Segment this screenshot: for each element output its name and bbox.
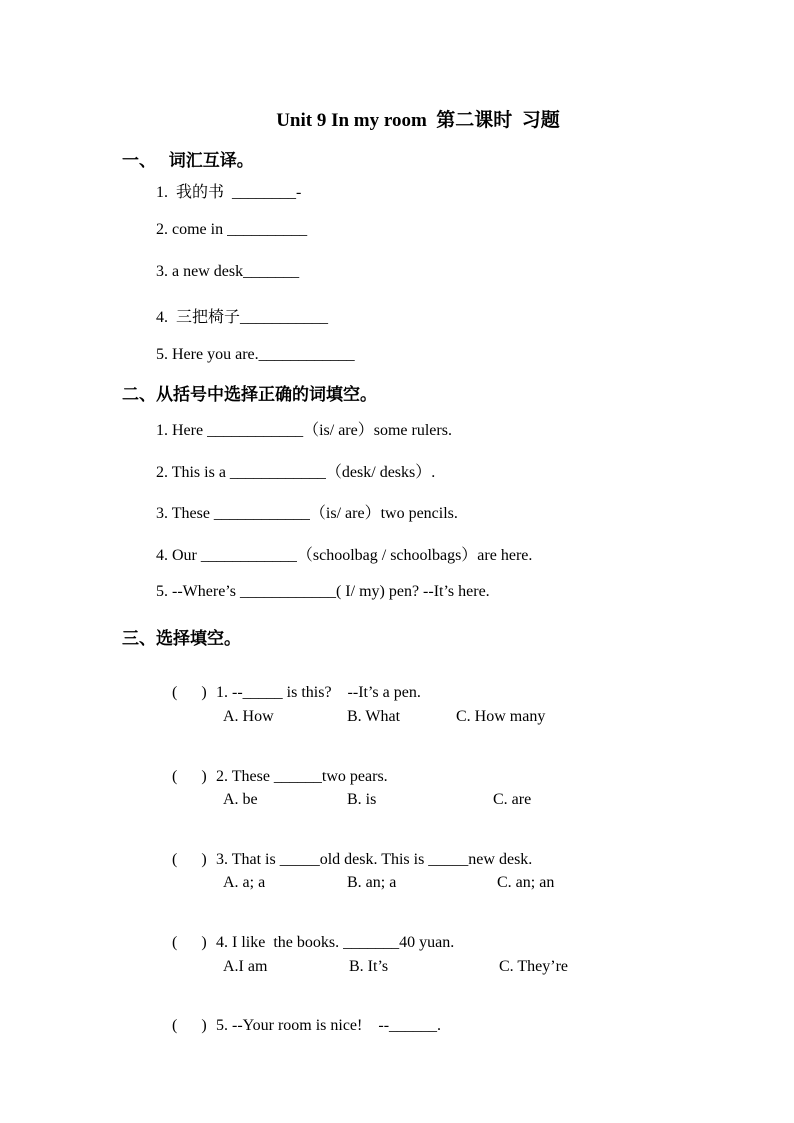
option-b: B. is: [347, 791, 377, 808]
mc-question-5: [156, 999, 441, 1053]
answer-paren: ( ): [172, 1017, 207, 1034]
question-text: 3. That is _____old desk. This is _____new desk.: [216, 851, 533, 868]
section1-item-5: 5. Here you are.____________: [156, 346, 355, 363]
option-c: C. They’re: [499, 958, 569, 975]
section2-heading: 二、从括号中选择正确的词填空。: [122, 385, 377, 404]
answer-paren: ( ): [172, 851, 207, 868]
answer-paren: ( ): [172, 768, 207, 785]
section3-heading: 三、选择填空。: [122, 629, 241, 648]
option-a: A. a; a: [223, 874, 266, 891]
section2-item-1: 1. Here ____________（is/ are）some rulers.: [156, 422, 452, 439]
option-b: B. It’s: [349, 958, 389, 975]
section2-item-3: 3. These ____________（is/ are）two pencils.: [156, 505, 458, 522]
option-a: A.I am: [223, 958, 268, 975]
question-text: 1. --_____ is this? --It’s a pen.: [216, 684, 421, 701]
mc-question-4: [156, 916, 454, 970]
option-b: B. What: [347, 708, 401, 725]
answer-paren: ( ): [172, 934, 207, 951]
question-text: 4. I like the books. _______40 yuan.: [216, 934, 455, 951]
mc-question-3: [156, 833, 532, 887]
question-text: 5. --Your room is nice! --______.: [216, 1017, 442, 1034]
section2-item-5: 5. --Where’s ____________( I/ my) pen? --It’s here.: [156, 583, 490, 600]
question-text: 2. These ______two pears.: [216, 768, 388, 785]
page-title: Unit 9 In my room 第二课时 习题: [276, 110, 560, 131]
section1-item-3: 3. a new desk_______: [156, 263, 300, 280]
option-c: C. How many: [456, 708, 546, 725]
section2-item-4: 4. Our ____________（schoolbag / schoolbags）are here.: [156, 547, 533, 564]
section1-heading: 一、 词汇互译。: [122, 151, 254, 170]
section1-item-4: 4. 三把椅子___________: [156, 309, 329, 326]
section1-item-2: 2. come in __________: [156, 221, 308, 238]
section2-item-2: 2. This is a ____________（desk/ desks）.: [156, 464, 436, 481]
option-c: C. are: [493, 791, 532, 808]
section1-item-1: 1. 我的书 ________-: [156, 184, 302, 201]
option-c: C. an; an: [497, 874, 555, 891]
option-b: B. an; a: [347, 874, 397, 891]
option-a: A. be: [223, 791, 258, 808]
answer-paren: ( ): [172, 684, 207, 701]
option-a: A. How: [223, 708, 274, 725]
